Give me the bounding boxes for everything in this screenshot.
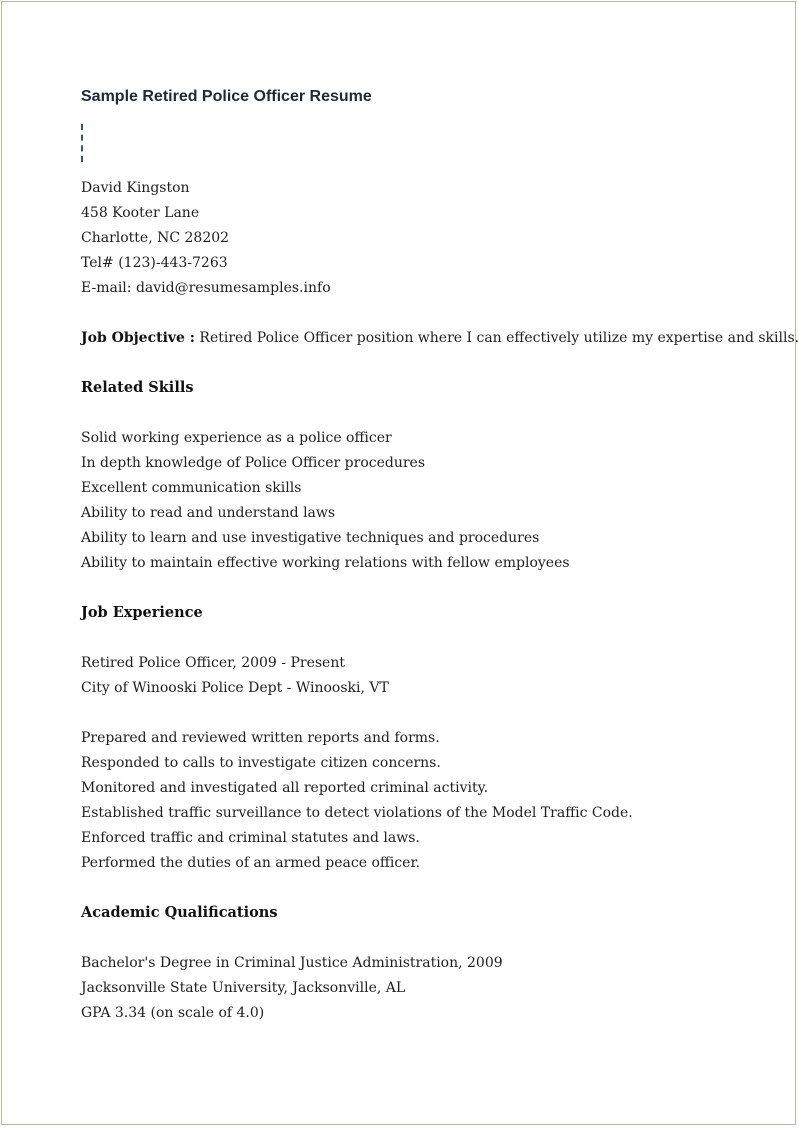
duty-item: Responded to calls to investigate citizen concerns.	[81, 755, 441, 771]
duty-item: Established traffic surveillance to detect violations of the Model Traffic Code.	[81, 805, 633, 821]
education-school: Jacksonville State University, Jacksonville, AL	[81, 980, 406, 996]
experience-employer: City of Winooski Police Dept - Winooski, VT	[81, 680, 389, 696]
experience-heading: Job Experience	[81, 604, 203, 621]
duty-item: Monitored and investigated all reported criminal activity.	[81, 780, 489, 796]
experience-position: Retired Police Officer, 2009 - Present	[81, 655, 345, 671]
skill-item: Ability to learn and use investigative techniques and procedures	[81, 530, 540, 546]
contact-street: 458 Kooter Lane	[81, 205, 200, 221]
duty-item: Performed the duties of an armed peace officer.	[81, 855, 421, 871]
job-objective-text: Retired Police Officer position where I can effectively utilize my expertise and skills.	[194, 330, 799, 346]
skill-item: Ability to maintain effective working relations with fellow employees	[81, 555, 570, 571]
contact-email: E-mail: david@resumesamples.info	[81, 280, 331, 296]
skill-item: Solid working experience as a police officer	[81, 430, 392, 446]
document-title: Sample Retired Police Officer Resume	[81, 88, 372, 105]
contact-name: David Kingston	[81, 180, 190, 196]
document-page	[1, 1, 799, 1125]
education-heading: Academic Qualifications	[81, 904, 278, 921]
job-objective-label: Job Objective :	[81, 330, 195, 346]
education-gpa: GPA 3.34 (on scale of 4.0)	[81, 1005, 265, 1021]
skills-heading: Related Skills	[81, 379, 194, 396]
duty-item: Prepared and reviewed written reports and forms.	[81, 730, 440, 746]
skill-item: Ability to read and understand laws	[81, 505, 336, 521]
contact-city: Charlotte, NC 28202	[81, 230, 230, 246]
text-cursor-marker	[81, 124, 83, 162]
skill-item: In depth knowledge of Police Officer procedures	[81, 455, 426, 471]
duty-item: Enforced traffic and criminal statutes and laws.	[81, 830, 420, 846]
contact-phone: Tel# (123)-443-7263	[81, 255, 228, 271]
education-degree: Bachelor's Degree in Criminal Justice Administration, 2009	[81, 955, 503, 971]
job-objective	[81, 328, 799, 348]
skill-item: Excellent communication skills	[81, 480, 302, 496]
